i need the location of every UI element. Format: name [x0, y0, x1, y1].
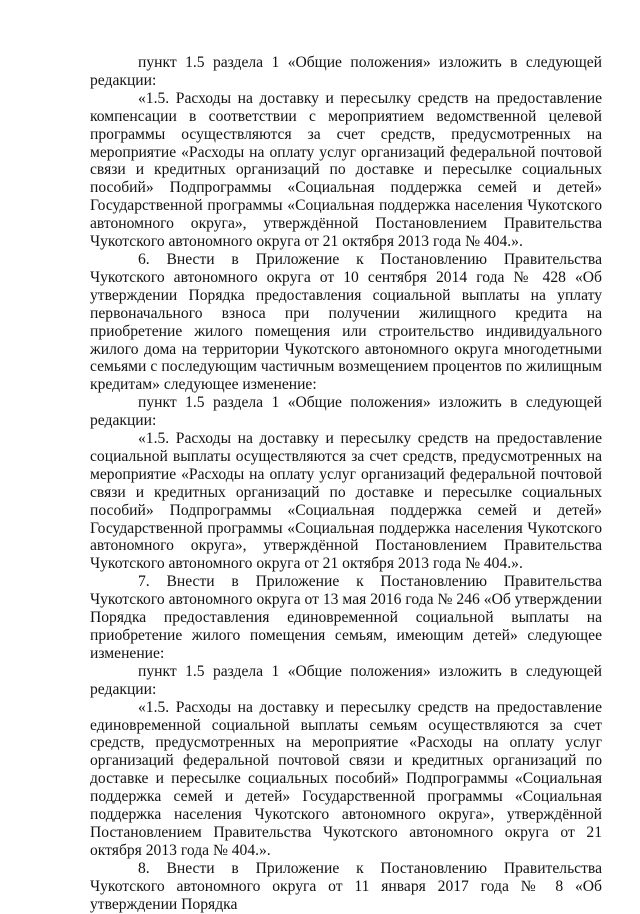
paragraph-item-7: 7. Внести в Приложение к Постановлению Правительства Чукотского автономного округа от 13 мая 2016 года № 246 «Об утверждении Порядка предоставления единовременной социальной выплаты на приобретение жилого помещения семьям, имеющим детей» следующее изменение: [90, 573, 602, 662]
document-page [90, 54, 602, 914]
paragraph-clause-1-5-social-payment: «1.5. Расходы на доставку и пересылку средств на предоставление социальной выплаты осуществляются за счет средств, предусмотренных на мероприятие «Расходы на оплату услуг организаций федеральной почтовой связи и кредитных организаций по доставке и пересылке социальных пособий» Подпрограммы «Социальная поддержка семей и детей» Государственной программы «Социальная поддержка населения Чукотского автономного округа», утверждённой Постановлением Правительства Чукотского автономного округа от 21 октября 2013 года № 404.». [90, 430, 602, 573]
paragraph-clause-1-5-compensation: «1.5. Расходы на доставку и пересылку средств на предоставление компенсации в соответствии с мероприятием ведомственной целевой программы осуществляются за счет средств, предусмотренных на мероприятие «Расходы на оплату услуг организаций федеральной почтовой связи и кредитных организаций по доставке и пересылке социальных пособий» Подпрограммы «Социальная поддержка семей и детей» Государственной программы «Социальная поддержка населения Чукотского автономного округа», утверждённой Постановлением Правительства Чукотского автономного округа от 21 октября 2013 года № 404.». [90, 89, 602, 251]
paragraph-amend-intro: пункт 1.5 раздела 1 «Общие положения» изложить в следующей редакции: [90, 662, 602, 698]
paragraph-clause-1-5-lump-sum: «1.5. Расходы на доставку и пересылку средств на предоставление единовременной социальной выплаты семьям осуществляются за счет средств, предусмотренных на мероприятие «Расходы на оплату услуг организаций федеральной почтовой связи и кредитных организаций по доставке и пересылке социальных пособий» Подпрограммы «Социальная поддержка семей и детей» Государственной программы «Социальная поддержка населения Чукотского автономного округа», утверждённой Постановлением Правительства Чукотского автономного округа от 21 октября 2013 года № 404.». [90, 698, 602, 859]
paragraph-item-6: 6. Внести в Приложение к Постановлению Правительства Чукотского автономного округа от 10 сентября 2014 года № 428 «Об утверждении Порядка предоставления социальной выплаты на уплату первоначального взноса при получении жилищного кредита на приобретение жилого помещения или строительство индивидуального жилого дома на территории Чукотского автономного округа многодетными семьями с последующим частичным возмещением процентов по жилищным кредитам» следующее изменение: [90, 250, 602, 394]
paragraph-amend-intro: пункт 1.5 раздела 1 «Общие положения» изложить в следующей редакции: [90, 394, 602, 430]
paragraph-item-8: 8. Внести в Приложение к Постановлению Правительства Чукотского автономного округа от 11 января 2017 года № 8 «Об утверждении Порядка [90, 859, 602, 913]
paragraph-amend-intro: пункт 1.5 раздела 1 «Общие положения» изложить в следующей редакции: [90, 54, 602, 89]
